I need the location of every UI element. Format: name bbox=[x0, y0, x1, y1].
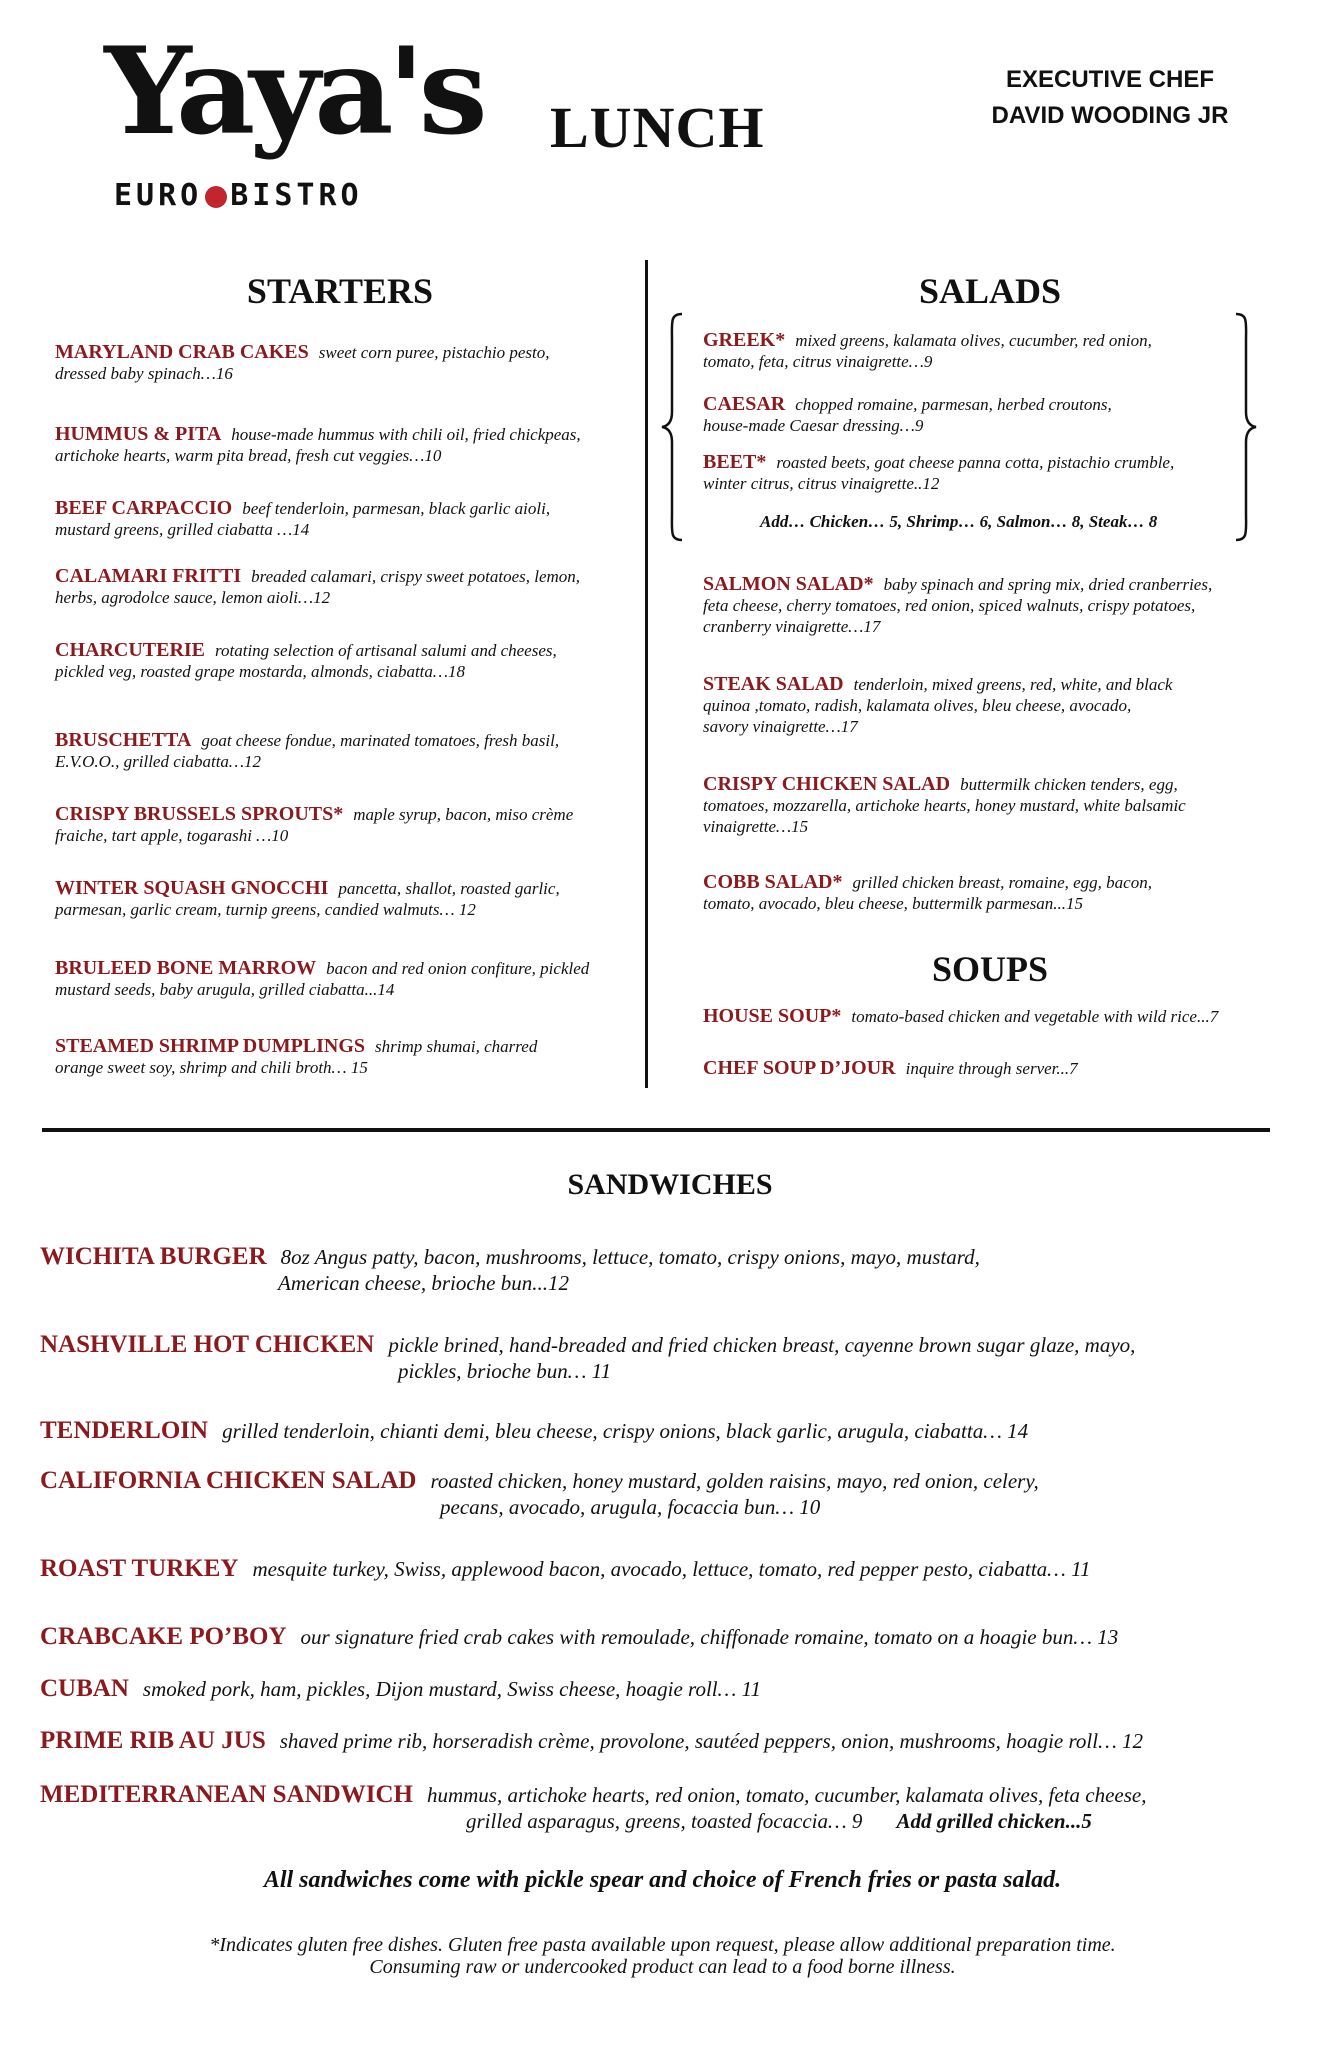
item-desc: baby spinach and spring mix, dried cranberries, bbox=[883, 575, 1213, 594]
item-desc-3: vinaigrette…15 bbox=[703, 817, 809, 836]
starter-item bbox=[55, 640, 557, 682]
item-desc: smoked pork, ham, pickles, Dijon mustard, Swiss cheese, hoagie roll… 11 bbox=[142, 1677, 761, 1701]
item-desc: tomato-based chicken and vegetable with wild rice...7 bbox=[851, 1007, 1219, 1026]
executive-chef bbox=[960, 62, 1260, 134]
salad-item bbox=[703, 574, 1212, 637]
item-desc-3: savory vinaigrette…17 bbox=[703, 717, 858, 736]
item-desc: roasted beets, goat cheese panna cotta, pistachio crumble, bbox=[776, 453, 1175, 472]
item-desc: breaded calamari, crispy sweet potatoes, lemon, bbox=[251, 567, 581, 586]
item-desc-2: tomato, feta, citrus vinaigrette…9 bbox=[703, 352, 933, 371]
starter-item bbox=[55, 424, 581, 466]
item-desc: beef tenderloin, parmesan, black garlic aioli, bbox=[242, 499, 551, 518]
sandwich-item bbox=[40, 1468, 1039, 1520]
salad-item bbox=[703, 774, 1186, 837]
salad-item bbox=[703, 330, 1152, 372]
item-desc: rotating selection of artisanal salumi and cheeses, bbox=[215, 641, 557, 660]
item-desc-2: feta cheese, cherry tomatoes, red onion, spiced walnuts, crispy potatoes, bbox=[703, 596, 1196, 615]
item-name: STEAK SALAD bbox=[703, 673, 844, 695]
item-name: CHARCUTERIE bbox=[55, 639, 206, 661]
soup-item bbox=[703, 1058, 1078, 1079]
item-desc-2: pecans, avocado, arugula, focaccia bun… 10 bbox=[440, 1495, 821, 1519]
item-name: SALMON SALAD* bbox=[703, 573, 874, 595]
logo-subtitle bbox=[114, 178, 363, 213]
item-name: NASHVILLE HOT CHICKEN bbox=[40, 1331, 375, 1358]
chef-name: DAVID WOODING JR bbox=[991, 102, 1229, 129]
right-brace-icon bbox=[1232, 312, 1258, 542]
sandwich-item bbox=[40, 1332, 1135, 1384]
item-name: WINTER SQUASH GNOCCHI bbox=[55, 877, 329, 899]
item-desc: bacon and red onion confiture, pickled bbox=[326, 959, 590, 978]
item-name: MARYLAND CRAB CAKES bbox=[55, 341, 309, 363]
salad-item bbox=[703, 394, 1112, 436]
sandwich-item bbox=[40, 1676, 761, 1702]
item-desc-2: tomatoes, mozzarella, artichoke hearts, honey mustard, white balsamic bbox=[703, 796, 1186, 815]
item-name: CRABCAKE PO’BOY bbox=[40, 1623, 287, 1650]
sandwich-item bbox=[40, 1624, 1118, 1650]
starter-item bbox=[55, 730, 559, 772]
salad-addons: Add… Chicken… 5, Shrimp… 6, Salmon… 8, Steak… 8 bbox=[760, 512, 1158, 531]
sandwich-item bbox=[40, 1728, 1143, 1754]
item-desc: sweet corn puree, pistachio pesto, bbox=[318, 343, 550, 362]
starters-title: STARTERS bbox=[246, 271, 434, 311]
item-desc: mixed greens, kalamata olives, cucumber, red onion, bbox=[795, 331, 1152, 350]
item-desc: hummus, artichoke hearts, red onion, tomato, cucumber, kalamata olives, feta cheese, bbox=[426, 1783, 1147, 1807]
salad-item bbox=[703, 872, 1152, 914]
item-desc: house-made hummus with chili oil, fried chickpeas, bbox=[231, 425, 581, 444]
item-name: STEAMED SHRIMP DUMPLINGS bbox=[55, 1035, 366, 1057]
sandwich-item bbox=[40, 1782, 1146, 1834]
item-desc: pickle brined, hand-breaded and fried chicken breast, cayenne brown sugar glaze, mayo, bbox=[388, 1333, 1136, 1357]
item-desc-2: dressed baby spinach…16 bbox=[55, 364, 233, 383]
logo-dot-icon bbox=[205, 186, 227, 208]
sandwiches-title: SANDWICHES bbox=[567, 1168, 773, 1201]
item-name: CAESAR bbox=[703, 393, 786, 415]
section-divider bbox=[42, 1128, 1270, 1132]
sandwich-item bbox=[40, 1556, 1091, 1582]
item-name: BEEF CARPACCIO bbox=[55, 497, 233, 519]
logo-wordmark: Yaya's bbox=[104, 21, 482, 162]
logo bbox=[104, 21, 482, 213]
logo-sub-bistro: BISTRO bbox=[230, 178, 363, 213]
item-desc: goat cheese fondue, marinated tomatoes, fresh basil, bbox=[201, 731, 560, 750]
logo-sub-euro: EURO bbox=[114, 178, 203, 213]
item-desc-2: parmesan, garlic cream, turnip greens, candied walmuts… 12 bbox=[55, 900, 476, 919]
left-brace-icon bbox=[660, 312, 686, 542]
item-name: ROAST TURKEY bbox=[40, 1555, 239, 1582]
starter-item bbox=[55, 566, 580, 608]
item-name: CHEF SOUP D’JOUR bbox=[703, 1057, 896, 1079]
item-desc-3: cranberry vinaigrette…17 bbox=[703, 617, 881, 636]
item-desc: our signature fried crab cakes with remoulade, chiffonade romaine, tomato on a hoagie bun… 13 bbox=[300, 1625, 1119, 1649]
item-desc: 8oz Angus patty, bacon, mushrooms, lettuce, tomato, crispy onions, mayo, mustard, bbox=[280, 1245, 980, 1269]
item-desc: grilled tenderloin, chianti demi, bleu cheese, crispy onions, black garlic, arugula, ciabatta… 14 bbox=[222, 1419, 1029, 1443]
item-name: GREEK* bbox=[703, 329, 786, 351]
item-name: CRISPY CHICKEN SALAD bbox=[703, 773, 951, 795]
item-addon: Add grilled chicken...5 bbox=[896, 1809, 1092, 1833]
item-desc-2: artichoke hearts, warm pita bread, fresh cut veggies…10 bbox=[55, 446, 442, 465]
soups-title: SOUPS bbox=[931, 949, 1049, 989]
item-name: CUBAN bbox=[40, 1675, 129, 1702]
item-desc-2: mustard greens, grilled ciabatta …14 bbox=[55, 520, 310, 539]
salads-title: SALADS bbox=[918, 271, 1062, 311]
item-desc-2: American cheese, brioche bun...12 bbox=[278, 1271, 569, 1295]
item-name: COBB SALAD* bbox=[703, 871, 843, 893]
starter-item bbox=[55, 878, 560, 920]
starter-item bbox=[55, 804, 573, 846]
sandwich-item bbox=[40, 1418, 1028, 1444]
item-desc-2: mustard seeds, baby arugula, grilled ciabatta...14 bbox=[55, 980, 395, 999]
item-desc: roasted chicken, honey mustard, golden raisins, mayo, red onion, celery, bbox=[430, 1469, 1039, 1493]
item-name: CRISPY BRUSSELS SPROUTS* bbox=[55, 803, 344, 825]
starter-item bbox=[55, 1036, 537, 1078]
item-name: BRUSCHETTA bbox=[55, 729, 192, 751]
item-desc-2: winter citrus, citrus vinaigrette..12 bbox=[703, 474, 940, 493]
item-desc: shrimp shumai, charred bbox=[375, 1037, 538, 1056]
item-desc-2: pickles, brioche bun… 11 bbox=[398, 1359, 612, 1383]
item-desc: grilled chicken breast, romaine, egg, bacon, bbox=[852, 873, 1152, 892]
item-desc: tenderloin, mixed greens, red, white, and black bbox=[853, 675, 1173, 694]
soup-item bbox=[703, 1006, 1218, 1027]
item-name: MEDITERRANEAN SANDWICH bbox=[40, 1781, 413, 1808]
sandwich-item bbox=[40, 1244, 980, 1296]
starter-item bbox=[55, 958, 589, 1000]
item-name: BEET* bbox=[703, 451, 767, 473]
item-name: HOUSE SOUP* bbox=[703, 1005, 842, 1027]
item-name: CALIFORNIA CHICKEN SALAD bbox=[40, 1467, 417, 1494]
item-desc-2: E.V.O.O., grilled ciabatta…12 bbox=[55, 752, 262, 771]
item-desc-2: quinoa ,tomato, radish, kalamata olives, bleu cheese, avocado, bbox=[703, 696, 1132, 715]
item-name: TENDERLOIN bbox=[40, 1417, 209, 1444]
item-desc-2: pickled veg, roasted grape mostarda, almonds, ciabatta…18 bbox=[55, 662, 466, 681]
salad-item bbox=[703, 452, 1174, 494]
column-divider bbox=[645, 260, 648, 1088]
item-desc-2: grilled asparagus, greens, toasted focaccia… 9 bbox=[466, 1809, 863, 1833]
item-desc-2: tomato, avocado, bleu cheese, buttermilk parmesan...15 bbox=[703, 894, 1084, 913]
raw-food-warning: Consuming raw or undercooked product can lead to a food borne illness. bbox=[369, 1956, 956, 1978]
item-desc: chopped romaine, parmesan, herbed croutons, bbox=[795, 395, 1112, 414]
item-name: WICHITA BURGER bbox=[40, 1243, 267, 1270]
item-desc: mesquite turkey, Swiss, applewood bacon, avocado, lettuce, tomato, red pepper pesto, ciabatta… 11 bbox=[252, 1557, 1091, 1581]
item-name: PRIME RIB AU JUS bbox=[40, 1727, 266, 1754]
salad-item bbox=[703, 674, 1172, 737]
chef-label: EXECUTIVE CHEF bbox=[1005, 66, 1215, 93]
gluten-free-note: *Indicates gluten free dishes. Gluten free pasta available upon request, please allow additional preparation time. bbox=[209, 1934, 1116, 1956]
disclaimer bbox=[0, 1934, 1325, 1978]
item-name: HUMMUS & PITA bbox=[55, 423, 222, 445]
item-desc: shaved prime rib, horseradish crème, provolone, sautéed peppers, onion, mushrooms, hoagie roll… 12 bbox=[279, 1729, 1143, 1753]
starter-item bbox=[55, 342, 549, 384]
item-desc-2: house-made Caesar dressing…9 bbox=[703, 416, 924, 435]
item-desc: maple syrup, bacon, miso crème bbox=[353, 805, 574, 824]
item-desc: pancetta, shallot, roasted garlic, bbox=[338, 879, 560, 898]
page-title: LUNCH bbox=[550, 95, 765, 160]
starter-item bbox=[55, 498, 550, 540]
item-desc-2: herbs, agrodolce sauce, lemon aioli…12 bbox=[55, 588, 331, 607]
item-desc-2: fraiche, tart apple, togarashi …10 bbox=[55, 826, 289, 845]
item-desc: buttermilk chicken tenders, egg, bbox=[960, 775, 1178, 794]
sandwich-note: All sandwiches come with pickle spear and choice of French fries or pasta salad. bbox=[263, 1867, 1062, 1893]
item-desc-2: orange sweet soy, shrimp and chili broth… 15 bbox=[55, 1058, 368, 1077]
item-name: CALAMARI FRITTI bbox=[55, 565, 242, 587]
item-name: BRULEED BONE MARROW bbox=[55, 957, 317, 979]
item-desc: inquire through server...7 bbox=[905, 1059, 1078, 1078]
